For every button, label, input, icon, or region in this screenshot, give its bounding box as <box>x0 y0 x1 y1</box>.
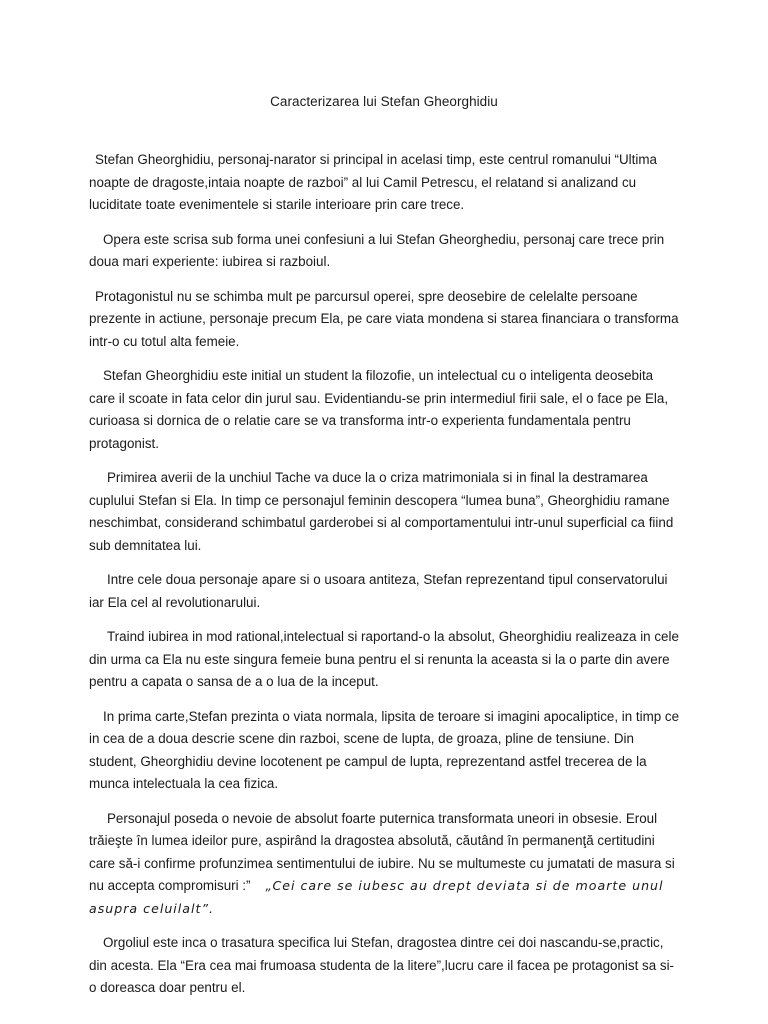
paragraph-10: Orgoliul este inca o trasatura specifica lui Stefan, dragostea dintre cei doi nascandu-se,practic, din acesta. Ela “Era cea mai frumoasa studenta de la litere”,lucru care il facea pe protagonist sa si-o doreasca doar pentru el. <box>89 935 675 995</box>
document-title: Caracterizarea lui Stefan Gheorghidiu <box>270 94 498 109</box>
paragraph-5: Primirea averii de la unchiul Tache va duce la o criza matrimoniala si in final la destramarea cuplului Stefan si Ela. In timp ce personajul feminin descopera “lumea buna”, Gheorghidiu ramane neschimbat, considerand schimbatul garderobei si al comportamentului intr-unul superficial ca fiind sub demnitatea lui. <box>89 470 674 553</box>
paragraph-1: Stefan Gheorghidiu, personaj-narator si principal in acelasi timp, este centrul romanului “Ultima noapte de dragoste,intaia noapte de razboi” al lui Camil Petrescu, el relatand si analizand cu luciditate toate evenimentele si starile interioare prin care trece. <box>89 152 657 212</box>
paragraph-4: Stefan Gheorghidiu este initial un student la filozofie, un intelectual cu o inteligenta deosebita care il scoate in fata celor din jurul sau. Evidentiandu-se prin intermediul firii sale, el o face pe Ela, curioasa si dornica de o relatie care se va transforma intr-o experienta fundamentala pentru protagonist. <box>89 368 669 451</box>
paragraph-9-text: Personajul poseda o nevoie de absolut foarte puternica transformata uneori in obsesie. Eroul trăieşte în lumea ideilor pure, aspirând la dragostea absolută, căutând în permanenţă certitudini care să-i confirme profunzimea sentimentului de iubire. Nu se multumeste cu jumatati de masura si nu accepta compromisuri :” <box>89 810 675 893</box>
paragraph-6: Intre cele doua personaje apare si o usoara antiteza, Stefan reprezentand tipul conservatorului iar Ela cel al revolutionarului. <box>89 572 668 610</box>
paragraph-8: In prima carte,Stefan prezinta o viata normala, lipsita de teroare si imagini apocaliptice, in timp ce in cea de a doua descrie scene din razboi, scene de lupta, de groaza, pline de tensiune. Din student, Gheorghidiu devine locotenent pe campul de lupta, reprezentand astfel trecerea de la munca intelectuala la cea fizica. <box>89 708 680 791</box>
paragraph-3: Protagonistul nu se schimba mult pe parcursul operei, spre deosebire de celelalte persoane prezente in actiune, personaje precum Ela, pe care viata mondena si starea financiara o transforma intr-o cu totul alta femeie. <box>89 288 679 349</box>
document-body <box>89 149 681 1012</box>
paragraph-7: Traind iubirea in mod rational,intelectual si raportand-o la absolut, Gheorghidiu realizeaza in cele din urma ca Ela nu este singura femeie buna pentru el si renunta la aceasta si la o parte din avere pentru a capata o sansa de a o lua de la inceput. <box>89 629 679 689</box>
paragraph-9 <box>89 808 681 921</box>
quotation: „Cei care se iubesc au drept deviata si de moarte unul asupra celuilalt”. <box>89 878 664 916</box>
paragraph-2: Opera este scrisa sub forma unei confesiuni a lui Stefan Gheorghediu, personaj care trece prin doua mari experiente: iubirea si razboiul. <box>89 231 665 269</box>
